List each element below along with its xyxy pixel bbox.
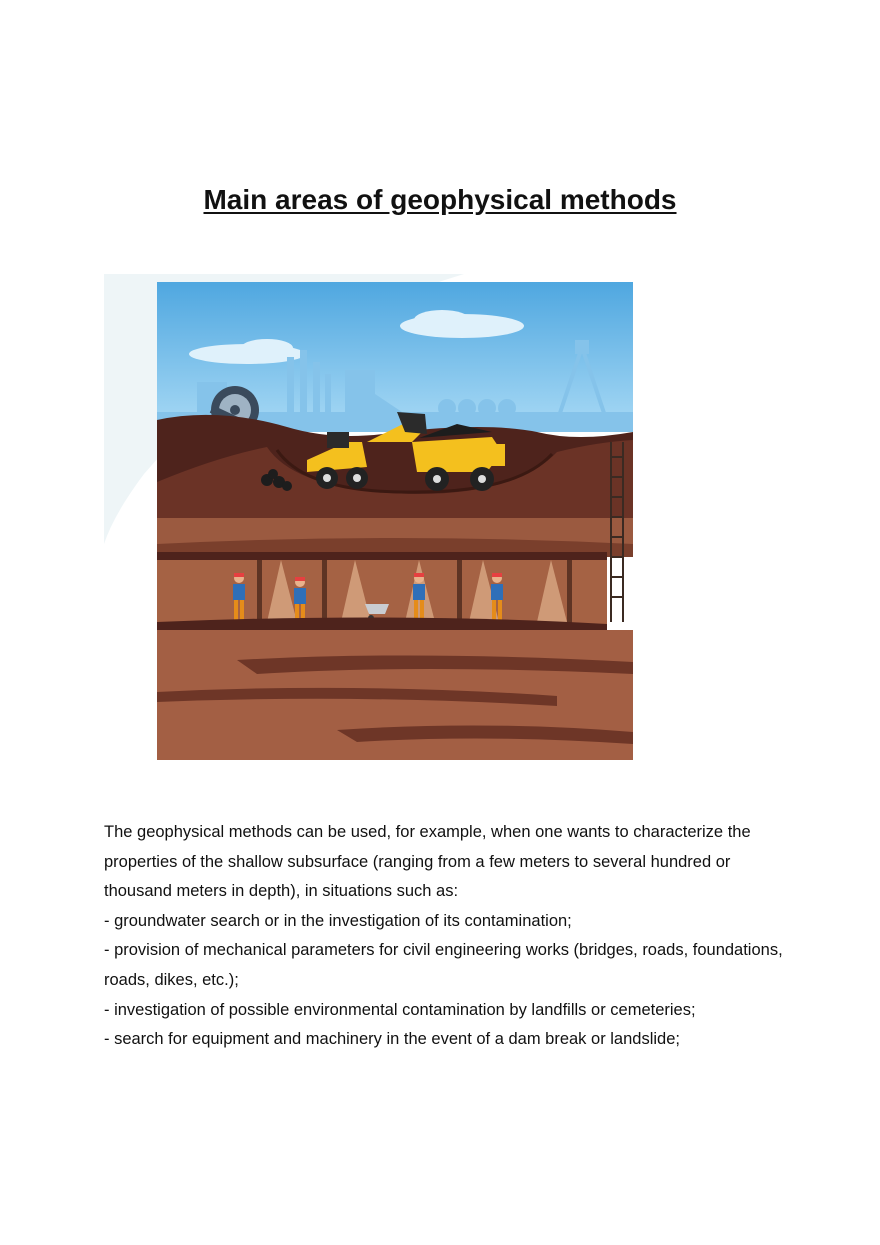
intro-paragraph: The geophysical methods can be used, for example, when one wants to characterize the properties of the shallow subsurface (ranging from a few meters to several hundred or thousand meters in depth), in situations such as: <box>104 823 751 901</box>
list-item: - provision of mechanical parameters for civil engineering works (bridges, roads, foundations, roads, dikes, etc.); <box>104 941 783 989</box>
page-title: Main areas of geophysical methods <box>203 184 677 215</box>
mining-illustration <box>104 274 636 760</box>
body-text <box>104 818 794 1055</box>
list-item: - groundwater search or in the investigation of its contamination; <box>104 911 572 930</box>
list-item: - search for equipment and machinery in the event of a dam break or landslide; <box>104 1030 680 1049</box>
list-item: - investigation of possible environmental contamination by landfills or cemeteries; <box>104 1000 696 1019</box>
